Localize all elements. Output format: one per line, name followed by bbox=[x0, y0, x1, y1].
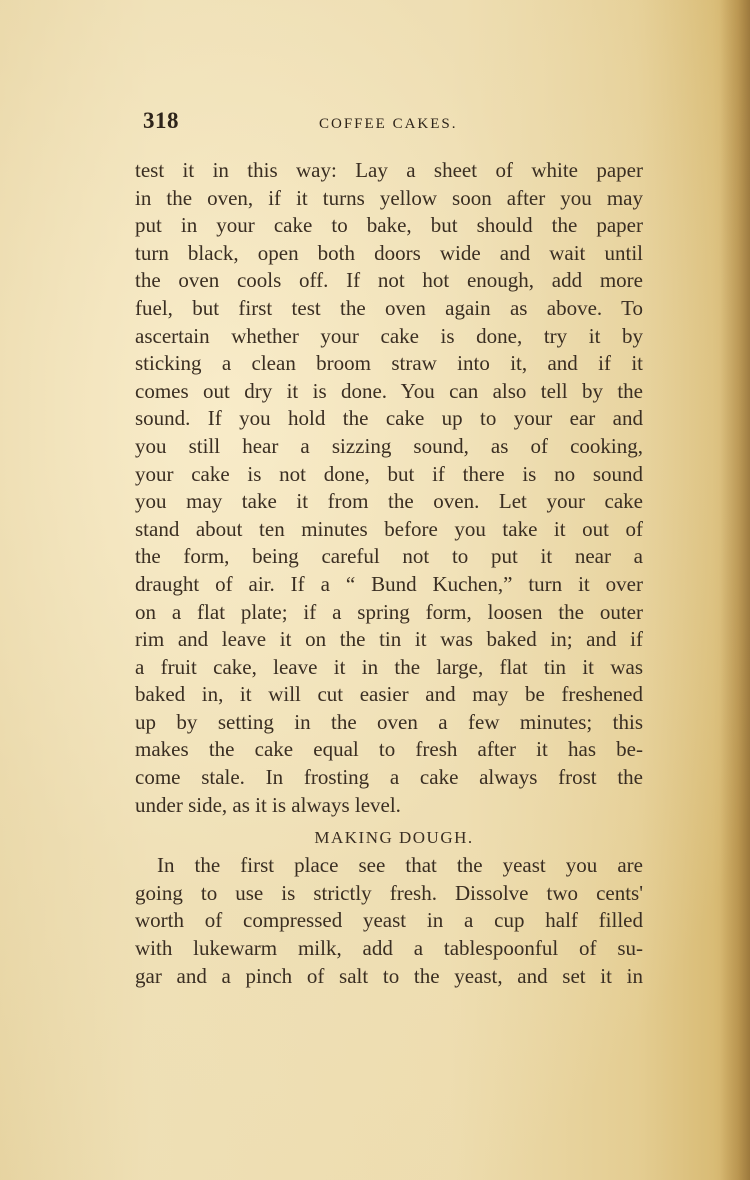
text-line: makes the cake equal to fresh after it has be- bbox=[135, 737, 643, 762]
text-line: up by setting in the oven a few minutes; this bbox=[135, 709, 643, 734]
text-line: the form, being careful not to put it near a bbox=[135, 544, 643, 569]
text-line: worth of compressed yeast in a cup half filled bbox=[135, 908, 643, 933]
text-line: sticking a clean broom straw into it, and if it bbox=[135, 351, 643, 376]
text-line: a fruit cake, leave it in the large, flat tin it was bbox=[135, 654, 643, 679]
text-line: on a flat plate; if a spring form, loosen the outer bbox=[135, 599, 643, 624]
text-line: comes out dry it is done. You can also tell by the bbox=[135, 378, 643, 403]
text-line: stand about ten minutes before you take it out of bbox=[135, 516, 643, 541]
section-heading: MAKING DOUGH. bbox=[314, 828, 474, 848]
body-text bbox=[135, 157, 643, 990]
text-line: gar and a pinch of salt to the yeast, and set it in bbox=[135, 963, 643, 988]
text-line: with lukewarm milk, add a tablespoonful of su- bbox=[135, 936, 643, 961]
text-line: turn black, open both doors wide and wait until bbox=[135, 240, 643, 265]
text-line: in the oven, if it turns yellow soon after you may bbox=[135, 185, 643, 210]
text-line: draught of air. If a “ Bund Kuchen,” turn it over bbox=[135, 571, 643, 596]
text-line: ascertain whether your cake is done, try it by bbox=[135, 323, 643, 348]
text-line: you still hear a sizzing sound, as of cooking, bbox=[135, 433, 643, 458]
text-line: you may take it from the oven. Let your cake bbox=[135, 489, 643, 514]
page-number: 318 bbox=[143, 108, 179, 133]
text-line: rim and leave it on the tin it was baked in; and if bbox=[135, 627, 643, 652]
text-line: your cake is not done, but if there is no sound bbox=[135, 461, 643, 486]
text-line: In the first place see that the yeast you are bbox=[157, 853, 643, 878]
text-line: under side, as it is always level. bbox=[135, 792, 401, 817]
page-edge-shadow bbox=[720, 0, 750, 1180]
text-line: baked in, it will cut easier and may be freshened bbox=[135, 682, 643, 707]
text-line: fuel, but first test the oven again as above. To bbox=[135, 295, 643, 320]
text-line: sound. If you hold the cake up to your ear and bbox=[135, 406, 643, 431]
running-head: COFFEE CAKES. bbox=[319, 116, 458, 132]
page-header bbox=[143, 108, 643, 142]
text-line: test it in this way: Lay a sheet of white paper bbox=[135, 158, 643, 182]
text-line: put in your cake to bake, but should the paper bbox=[135, 213, 643, 238]
text-line: come stale. In frosting a cake always frost the bbox=[135, 765, 643, 790]
text-line: going to use is strictly fresh. Dissolve two cents' bbox=[135, 880, 643, 905]
text-line: the oven cools off. If not hot enough, add more bbox=[135, 268, 643, 293]
